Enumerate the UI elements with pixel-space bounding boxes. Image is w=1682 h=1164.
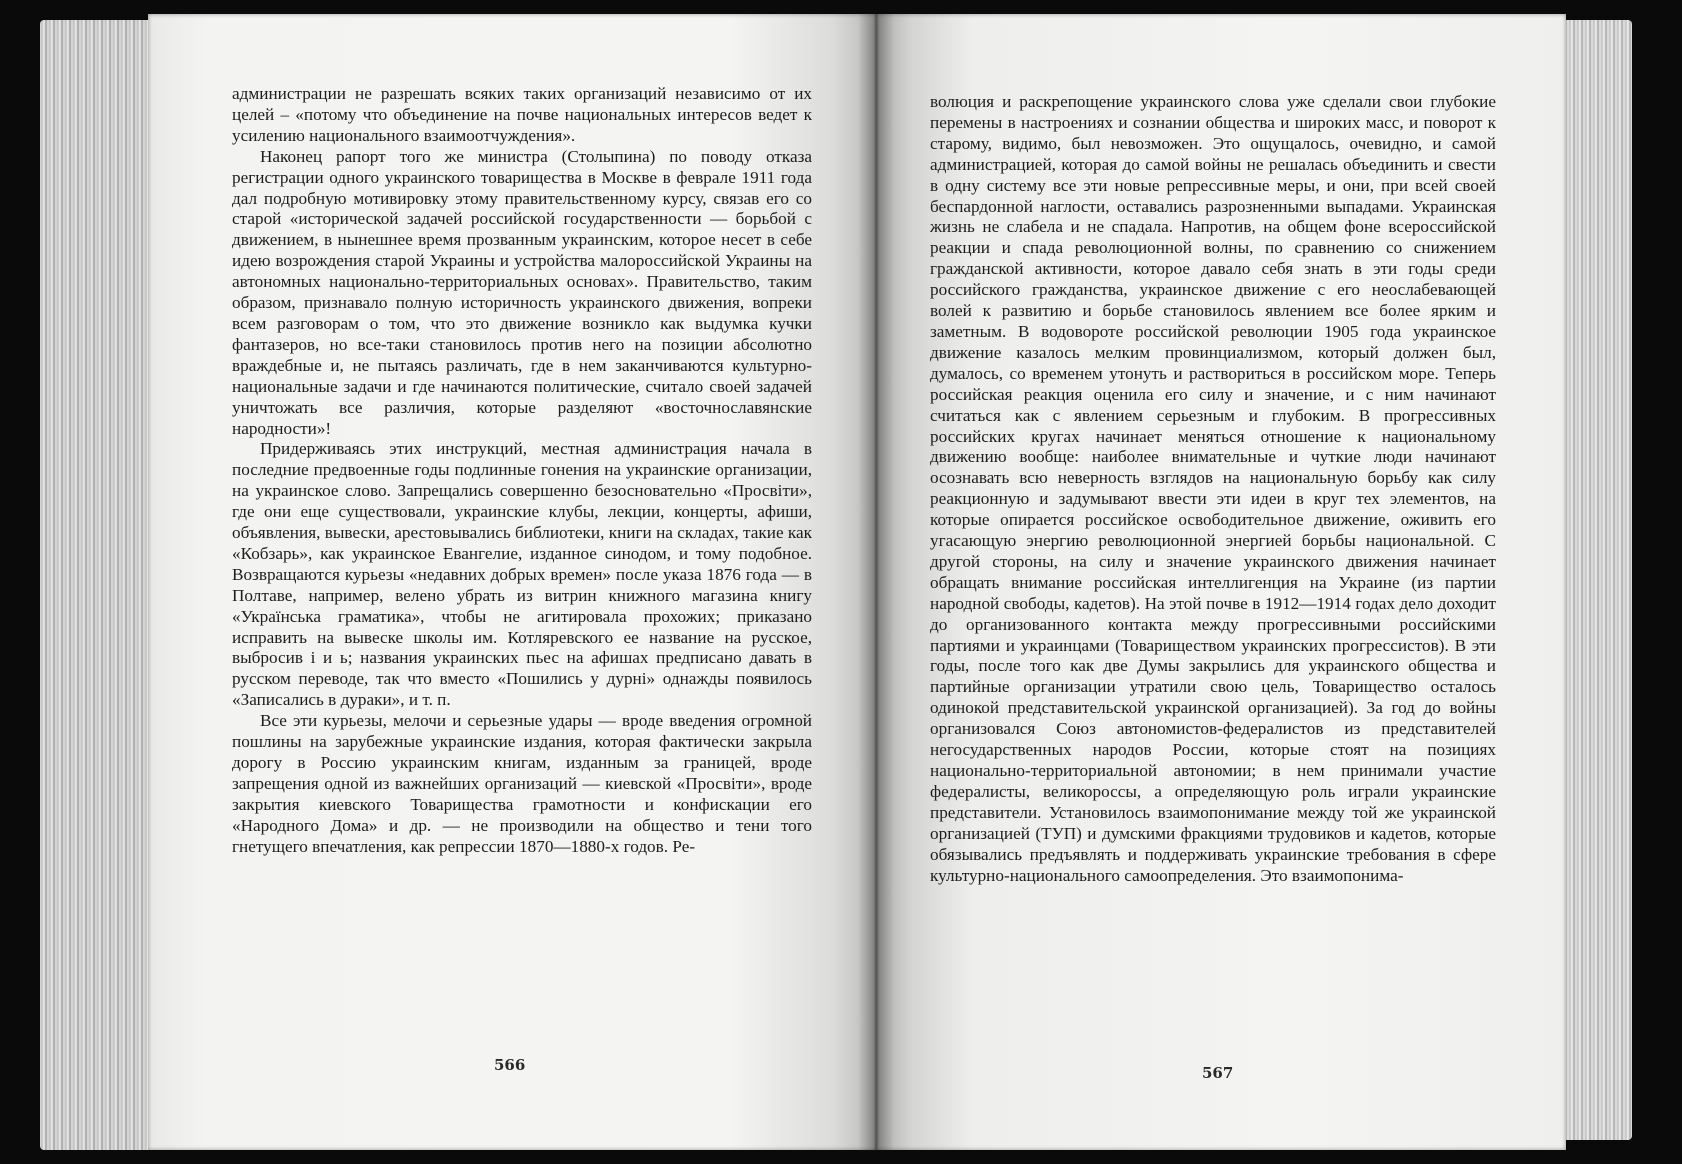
- paragraph: Придерживаясь этих инструкций, местная администрация начала в последние предвоенные годы подлинные гонения на украинские организации, на украинское слово. Запрещались совершенно безосновательно «Просвіти», где они еще существовали, украинские клубы, лекции, концерты, афиши, объявления, вывески, арестовывались библиотеки, книги на складах, такие как «Кобзарь», как украинское Евангелие, изданное синодом, и тому подобное. Возвращаются курьезы «недавних добрых времен» после указа 1876 года — в Полтаве, например, велено убрать из витрин книжного магазина книгу «Українська граматика», чтобы не агитировала прохожих; приказано исправить на вывеске школы им. Котляревского ее название на русское, выбросив і и ь; названия украинских пьес на афишах предписано давать в русском переводе, так что вместо «Пошились у дурні» однажды появилось «Записались в дураки», и т. п.: [232, 439, 812, 710]
- right-page-text: [930, 92, 1496, 886]
- book-gutter: [858, 14, 894, 1150]
- paragraph: Все эти курьезы, мелочи и серьезные удары — вроде введения огромной пошлины на зарубежные украинские издания, которая фактически закрыла дорогу в Россию украинским книгам, изданным за границей, вроде запрещения одной из важнейших организаций — киевской «Просвіти», вроде закрытия киевского Товарищества грамотности и конфискации его «Народного Дома» и др. — не производили на общество и тени того гнетущего впечатления, как репрессии 1870—1880-х годов. Ре-: [232, 711, 812, 856]
- left-page-text: [232, 84, 812, 858]
- right-page: [876, 14, 1566, 1150]
- page-number: 567: [1202, 1064, 1234, 1082]
- page-edges-left: [40, 20, 152, 1150]
- left-page: [148, 14, 876, 1150]
- paragraph: волюция и раскрепощение украинского слова уже сделали свои глубокие перемены в настроениях и сознании общества и широких масс, и поворот к старому, видимо, был невозможен. Это ощущалось, очевидно, и самой администрацией, которая до самой войны не решалась объединить и свести в одну систему все эти новые репрессивные меры, и они, при всей своей беспардонной наглости, оставались разрозненными выпадами. Украинская жизнь не слабела и не спадала. Напротив, на общем фоне всероссийской реакции и спада революционной волны, по сравнению со снижением гражданской активности, которое давало себя знать в эти годы среди российского гражданства, украинское движение с его неослабевающей волей к развитию и борьбе становилось явлением все более ярким и заметным. В водовороте российской революции 1905 года украинское движение казалось мелким провинциализмом, который должен был, думалось, со временем утонуть и раствориться в российском море. Теперь российская реакция оценила его силу и значение, и с ним начинают считаться как с явлением серьезным и глубоким. В прогрессивных российских кругах начинает меняться отношение к национальному движению вообще: наиболее внимательные и чуткие люди начинают осознавать всю неверность взглядов на национальную борьбу как силу реакционную и задумывают ввести эти идеи в круг тех элементов, на которые опирается российское освободительное движение, оживить его угасающую энергию революционной энергией борьбы национальной. С другой стороны, на силу и значение украинского движения начинает обращать внимание российская интеллигенция на Украине (из партии народной свободы, кадетов). На этой почве в 1912—1914 годах дело доходит до организованного контакта между прогрессивными российскими партиями и украинцами (Товариществом украинских прогрессистов). В эти годы, после того как две Думы закрылись для украинского общества и партийные организации утратили свою цель, Товарищество осталось одинокой представительской украинской организацией). За год до войны организовался Союз автономистов-федералистов из представителей негосударственных народов России, которые стоят на позициях национально-территориальной автономии; в нем принимали участие федералисты, великороссы, а определяющую роль играли украинские представители. Установилось взаимопонимание между той же украинской организацией (ТУП) и думскими фракциями трудовиков и кадетов, которые обязывались предъявлять и поддерживать украинские требования в сфере культурно-национального самоопределения. Это взаимопонима-: [930, 92, 1496, 885]
- page-number: 566: [494, 1056, 526, 1074]
- page-edges-right: [1560, 20, 1632, 1140]
- paragraph: Наконец рапорт того же министра (Столыпина) по поводу отказа регистрации одного украинского товарищества в Москве в феврале 1911 года дал подробную мотивировку этому правительственному курсу, связав его со старой «исторической задачей российской государственности — борьбой с движением, в нынешнее время прозванным украинским, которое несет в себе идею возрождения старой Украины и устройства малороссийской Украины на автономных национально-территориальных основах». Правительство, таким образом, признавало полную историчность украинского движения, вопреки всем разговорам о том, что это движение возникло как выдумка кучки фантазеров, но все-таки становилось против него на позиции абсолютно враждебные и, не пытаясь различать, где в нем заканчиваются культурно-национальные задачи и где начинаются политические, считало своей задачей уничтожать все различия, которые разделяют «восточнославянские народности»!: [232, 146, 812, 438]
- paragraph: администрации не разрешать всяких таких организаций независимо от их целей – «потому что объединение на почве национальных интересов ведет к усилению национального взаимоотчуждения».: [232, 84, 812, 145]
